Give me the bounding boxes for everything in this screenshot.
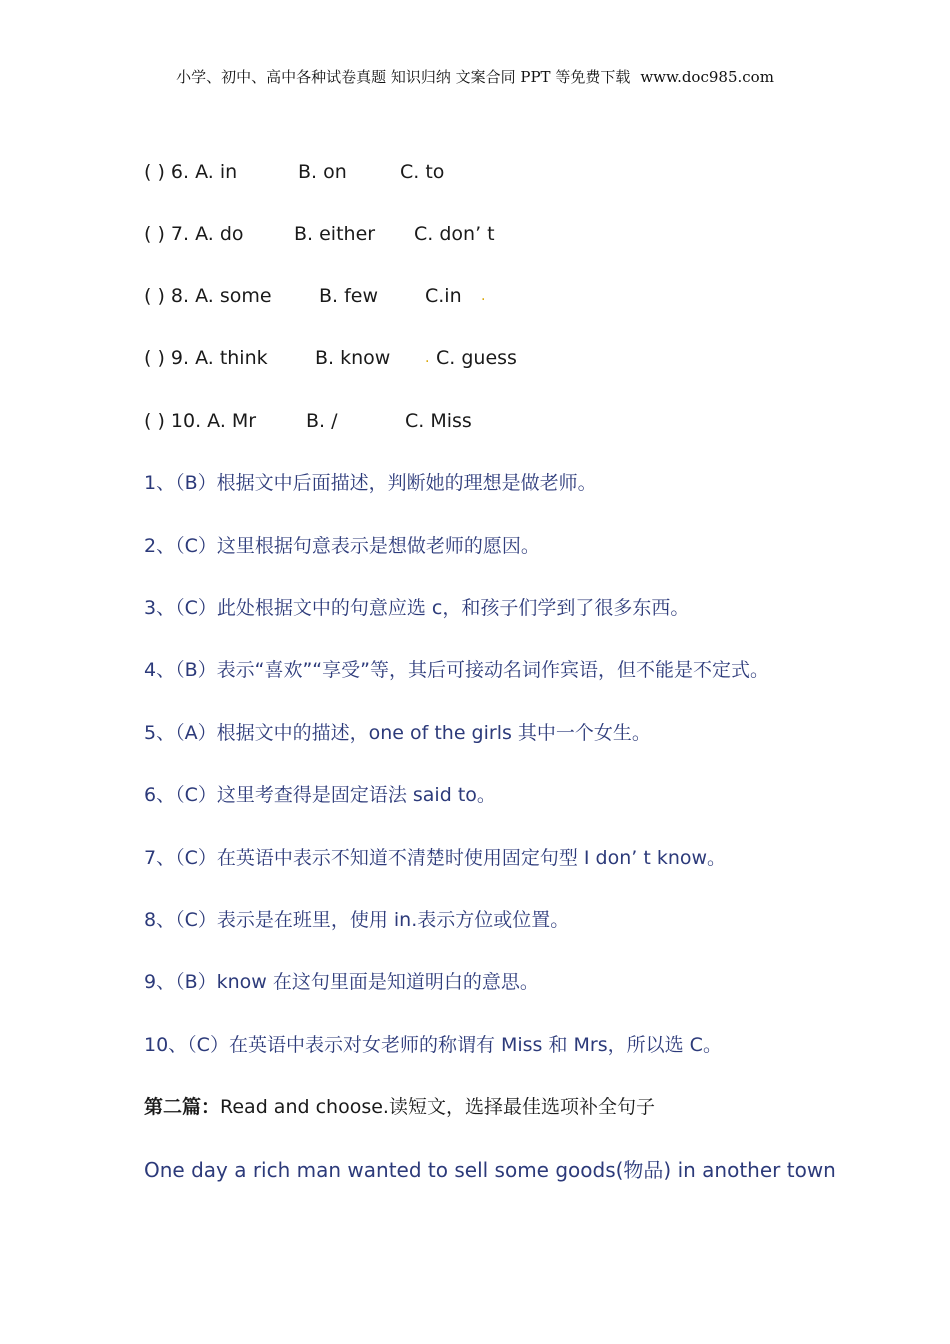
answer-3: 3、（C）此处根据文中的句意应选 c，和孩子们学到了很多东西。 (144, 597, 690, 619)
question-option-b: B. / (306, 410, 338, 432)
question-option-c: C. don’ t (414, 223, 495, 245)
question-option-a: ( ) 8. A. some (144, 285, 272, 307)
question-option-a: ( ) 10. A. Mr (144, 410, 257, 432)
answer-6: 6、（C）这里考查得是固定语法 said to。 (144, 784, 496, 806)
answer-7: 7、（C）在英语中表示不知道不清楚时使用固定句型 I don’ t know。 (144, 847, 727, 869)
question-option-a: ( ) 7. A. do (144, 223, 244, 245)
question-option-a: ( ) 6. A. in (144, 161, 238, 183)
section-text: Read and choose.读短文，选择最佳选项补全句子 (220, 1096, 655, 1118)
question-option-c: C.in (425, 285, 462, 307)
question-option-b: B. know (315, 347, 391, 369)
answer-9: 9、（B）know 在这句里面是知道明白的意思。 (144, 971, 539, 993)
answer-5: 5、（A）根据文中的描述，one of the girls 其中一个女生。 (144, 722, 651, 744)
section-heading (144, 1095, 655, 1119)
section-label: 第二篇： (144, 1096, 221, 1118)
header-text: 小学、初中、高中各种试卷真题 知识归纳 文案合同 PPT 等免费下载 (176, 68, 631, 86)
answer-8: 8、（C）表示是在班里，使用 in.表示方位或位置。 (144, 909, 570, 931)
page-header (0, 66, 950, 87)
question-option-b: B. few (319, 285, 379, 307)
question-option-a: ( ) 9. A. think (144, 347, 268, 369)
answer-10: 10、（C）在英语中表示对女老师的称谓有 Miss 和 Mrs，所以选 C。 (144, 1034, 722, 1056)
answer-2: 2、（C）这里根据句意表示是想做老师的愿因。 (144, 535, 540, 557)
passage-first-line: One day a rich man wanted to sell some goods(物品) in another town (144, 1158, 836, 1182)
question-option-c: C. guess (436, 347, 517, 369)
question-option-b: B. either (294, 223, 376, 245)
answer-1: 1、（B）根据文中后面描述，判断她的理想是做老师。 (144, 472, 597, 494)
question-option-c: C. to (400, 161, 445, 183)
question-option-c: C. Miss (405, 410, 472, 432)
decorative-dot: . (481, 288, 486, 304)
answer-4: 4、（B）表示“喜欢”“享受”等，其后可接动名词作宾语，但不能是不定式。 (144, 659, 769, 681)
decorative-dot: . (425, 350, 430, 366)
question-option-b: B. on (298, 161, 347, 183)
header-url: www.doc985.com (640, 68, 774, 86)
